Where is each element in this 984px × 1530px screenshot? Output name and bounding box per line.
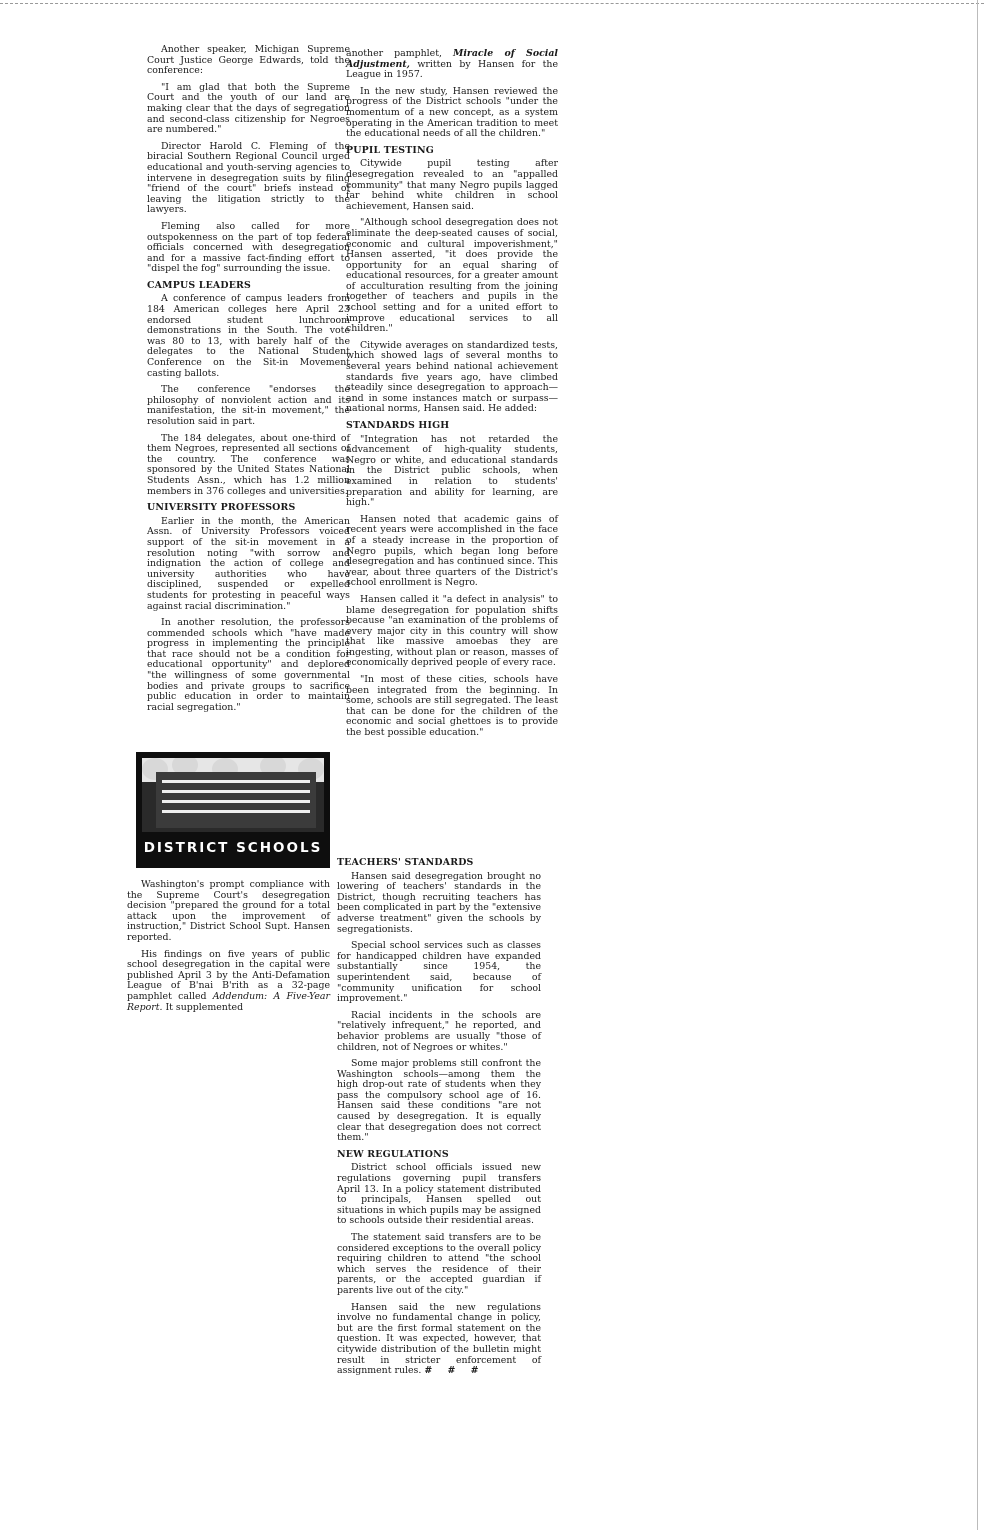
section-heading: UNIVERSITY PROFESSORS (147, 502, 296, 514)
paragraph: Director Harold C. Fleming of the biracial Southern Regional Council urged educational and youth-serving agencies to intervene in desegregation suits by filing "friend of the court" briefs instead of leaving the litigation strictly to the lawyers. (147, 140, 350, 216)
paragraph: In another resolution, the professors commended schools which "have made progress in implementing the principle that race should not be a condition for educational opportunity" and deplored "the willingness of some governmental bodies and private groups to sacrifice public education in order to maintain racial segregation." (147, 617, 350, 713)
paragraph: His findings on five years of public school desegregation in the capital were published April 3 by the Anti-Defamation League of B'nai B'rith as a 32-page pamphlet called Addendum: A Five-Year Report. It supplemented (127, 948, 330, 1013)
column-left-top (147, 45, 350, 719)
paragraph: Citywide averages on standardized tests, which showed lags of several months to several years behind national achievement standards five years ago, have climbed steadily since desegregation to approach—and in some instances match or surpass—national norms, Hansen said. He added: (346, 339, 558, 415)
section-heading: STANDARDS HIGH (346, 420, 450, 431)
paragraph: Washington's prompt compliance with the Supreme Court's desegregation decision "prepared the ground for a total attack upon the improvement of instruction," District School Supt. Hansen reported. (127, 879, 330, 943)
paragraph: "Integration has not retarded the advancement of high-quality students, Negro or white, and educational standards in the District public schools, when examined in relation to students' preparation and ability for learning, are high." (346, 433, 558, 509)
paragraph: Hansen said desegregation brought no lowering of teachers' standards in the District, though recruiting teachers has been complicated in part by the "extensive adverse treatment" given the schools by segregationists. (337, 870, 541, 935)
paragraph: Earlier in the month, the American Assn. of University Professors voiced support of the sit-in movement in a resolution noting "with sorrow and indignation the action of college and university authorities who have disciplined, suspended or expelled students for protesting in peaceful ways against racial discrimination." (147, 515, 350, 612)
paragraph: The 184 delegates, about one-third of them Negroes, represented all sections of the country. The conference was sponsored by the United States National Students Assn., which has 1.2 million members in 376 colleges and universities. (147, 432, 350, 497)
paragraph: Some major problems still confront the Washington schools—among them the high drop-out rate of students when they pass the compulsory school age of 16. Hansen said these conditions "are not caused by desegregation. It is equally clear that desegregation does not correct them." (337, 1058, 541, 1144)
scan-edge-right (977, 0, 978, 1530)
paragraph: The statement said transfers are to be considered exceptions to the overall policy requiring children to attend "the school which serves the residence of their parents, or the accepted guardian if parents live out of the city." (337, 1232, 541, 1296)
scan-edge-top (0, 3, 984, 4)
paragraph: Another speaker, Michigan Supreme Court Justice George Edwards, told the conference: (147, 44, 350, 77)
paragraph: Hansen noted that academic gains of recent years were accomplished in the face of a steady increase in the proportion of Negro pupils, which began long before desegregation and has continued since. This year, about three quarters of the District's school enrollment is Negro. (346, 513, 558, 589)
column-left-bottom (127, 880, 330, 1019)
paragraph: another pamphlet, Miracle of Social Adjustment, written by Hansen for the League in 1957. (346, 48, 558, 81)
paragraph: Hansen called it "a defect in analysis" to blame desegregation for population shifts because "an examination of the problems of every major city in this country will show that like massive amoebas they are ingesting, without plan or reason, masses of economically deprived people of every race. (346, 593, 558, 669)
paragraph: District school officials issued new regulations governing pupil transfers April 13. In a policy statement distributed to principals, Hansen spelled out situations in which pupils may be assigned to schools outside their residential areas. (337, 1162, 541, 1227)
school-building-image (142, 758, 324, 832)
paragraph: Special school services such as classes for handicapped children have expanded substantially since 1954, the superintendent said, because of "community unification for school improvement." (337, 940, 541, 1005)
paragraph: A conference of campus leaders from 184 American colleges here April 23 endorsed student lunchroom demonstrations in the South. The vote was 80 to 13, with barely half of the delegates to the National Student Conference on the Sit-in Movement casting ballots. (147, 293, 350, 379)
section-heading: CAMPUS LEADERS (147, 279, 252, 291)
paragraph: Hansen said the new regulations involve no fundamental change in policy, but are the first formal statement on the question. It was expected, however, that citywide distribution of the bulletin might result in stricter enforcement of assignment rules. # # # (337, 1301, 541, 1377)
section-heading: TEACHERS' STANDARDS (337, 857, 474, 868)
column-right-bottom (337, 853, 541, 1383)
paragraph: "Although school desegregation does not eliminate the deep-seated causes of social, economic and cultural impoverishment," Hansen asserted, "it does provide the opportunity for an equal sharing of educational resources, for a greater amount of acculturation resulting from the joining together of teachers and pupils in the school setting and for a united effort to improve educational services to all children." (346, 217, 558, 335)
section-heading: PUPIL TESTING (346, 144, 434, 156)
paragraph: "I am glad that both the Supreme Court and the youth of our land are making clear that the days of segregation and second-class citizenship for Negroes are numbered." (147, 81, 350, 136)
paragraph: Racial incidents in the schools are "relatively infrequent," he reported, and behavior problems are usually "those of children, not of Negroes or whites." (337, 1009, 541, 1053)
paragraph: In the new study, Hansen reviewed the progress of the District schools "under the momentum of a new concept, as a system operating in the American tradition to meet the educational needs of all the children." (346, 85, 558, 140)
paragraph: Fleming also called for more outspokenness on the part of top federal officials concerned with desegregation and for a massive fact-finding effort to "dispel the fog" surrounding the issue. (147, 220, 350, 275)
section-heading: NEW REGULATIONS (337, 1148, 449, 1160)
column-right-top (346, 49, 558, 745)
paragraph: The conference "endorses the philosophy of nonviolent action and its manifestation, the sit-in movement," the resolution said in part. (147, 384, 350, 427)
paragraph: "In most of these cities, schools have been integrated from the beginning. In some, schools are still segregated. The least that can be done for the children of the economic and social ghettoes is to provide the best possible education." (346, 674, 558, 739)
district-schools-photo (136, 752, 330, 868)
photo-caption: DISTRICT SCHOOLS (143, 840, 323, 856)
end-mark: # # # (424, 1365, 485, 1377)
paragraph: Citywide pupil testing after desegregation revealed to an "appalled community" that many Negro pupils lagged far behind white children in school achievement, Hansen said. (346, 158, 558, 212)
